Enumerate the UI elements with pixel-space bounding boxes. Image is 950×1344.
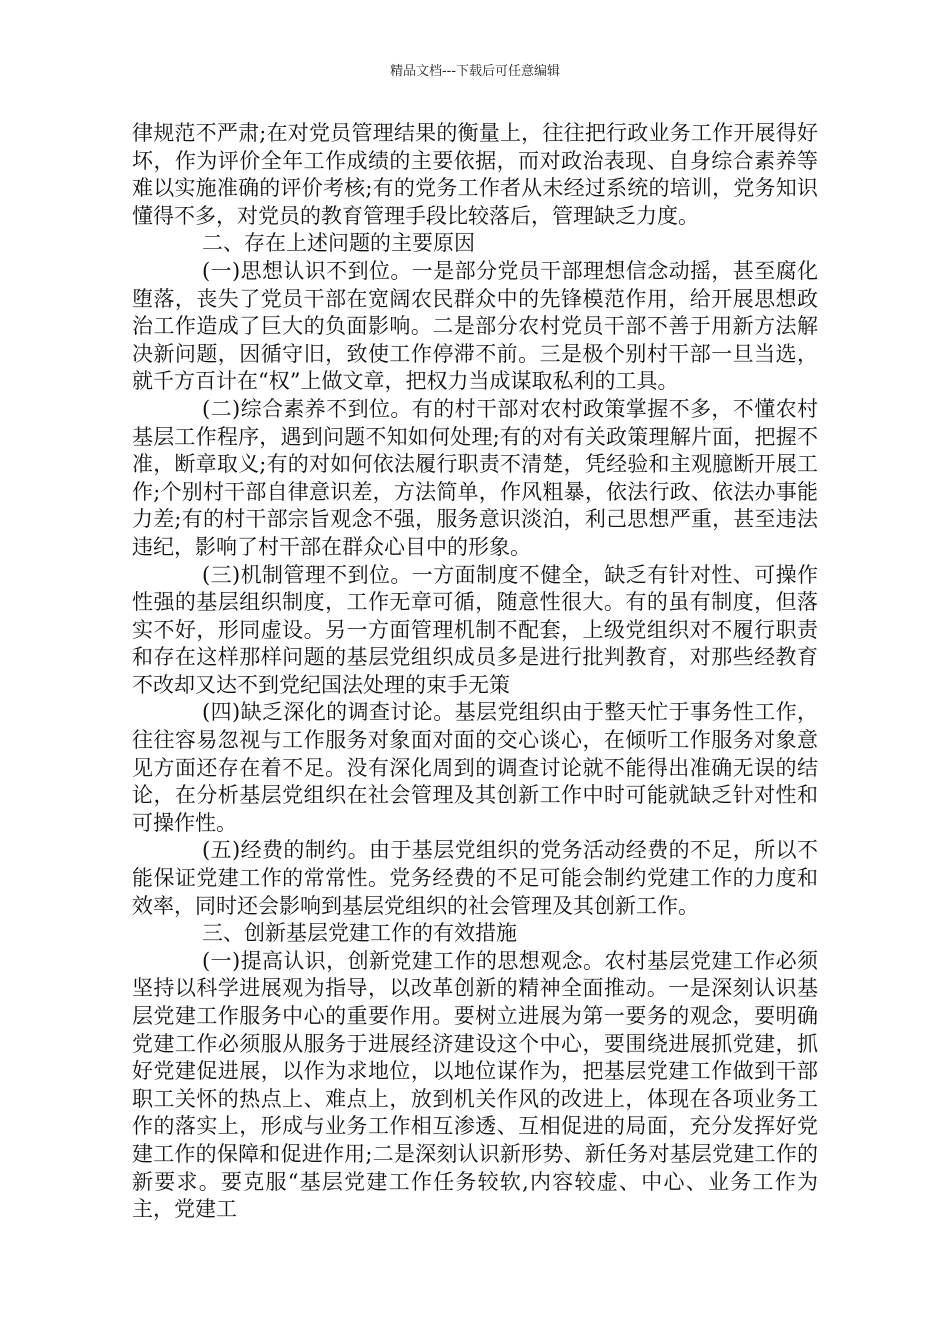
- document-body: [132, 120, 818, 1224]
- section-heading-3: 三、创新基层党建工作的有效措施: [202, 921, 517, 946]
- paragraph-continuation: 律规范不严肃;在对党员管理结果的衡量上，往往把行政业务工作开展得好坏，作为评价全年工作成绩的主要依据，而对政治表现、自身综合素养等难以实施准确的评价考核;有的党务工作者从未经过系统的培训，党务知识懂得不多，对党员的教育管理手段比较落后，管理缺乏力度。: [132, 121, 818, 228]
- section-heading-2: 二、存在上述问题的主要原因: [202, 231, 475, 256]
- paragraph-cause-3: (三)机制管理不到位。一方面制度不健全，缺乏有针对性、可操作性强的基层组织制度，工作无章可循，随意性很大。有的虽有制度，但落实不好，形同虚设。另一方面管理机制不配套，上级党组织对不履行职责和存在这样那样问题的基层党组织成员多是进行批判教育，对那些经教育不改却又达不到党纪国法处理的束手无策: [132, 562, 818, 697]
- page-header: 精品文档---下载后可任意编辑: [389, 64, 561, 79]
- paragraph-cause-2: (二)综合素养不到位。有的村干部对农村政策掌握不多，不懂农村基层工作程序，遇到问题不知如何处理;有的对有关政策理解片面，把握不准，断章取义;有的对如何依法履行职责不清楚，凭经验和主观臆断开展工作;个别村干部自律意识差，方法简单，作风粗暴，依法行政、依法办事能力差;有的村干部宗旨观念不强，服务意识淡泊，利己思想严重，甚至违法违纪，影响了村干部在群众心目中的形象。: [132, 396, 818, 559]
- paragraph-cause-1: (一)思想认识不到位。一是部分党员干部理想信念动摇，甚至腐化堕落，丧失了党员干部在宽阔农民群众中的先锋模范作用，给开展思想政治工作造成了巨大的负面影响。二是部分农村党员干部不善于用新方法解决新问题，因循守旧，致使工作停滞不前。三是极个别村干部一旦当选，就千方百计在“权”上做文章，把权力当成谋取私利的工具。: [132, 258, 818, 394]
- paragraph-cause-5: (五)经费的制约。由于基层党组织的党务活动经费的不足，所以不能保证党建工作的常常性。党务经费的不足可能会制约党建工作的力度和效率，同时还会影响到基层党组织的社会管理及其创新工作。: [132, 838, 818, 918]
- paragraph-cause-4: (四)缺乏深化的调查讨论。基层党组织由于整天忙于事务性工作，往往容易忽视与工作服务对象面对面的交心谈心，在倾听工作服务对象意见方面还存在着不足。没有深化周到的调查讨论就不能得出准确无误的结论，在分析基层党组织在社会管理及其创新工作中时可能就缺乏针对性和可操作性。: [132, 700, 818, 835]
- paragraph-measure-1: (一)提高认识，创新党建工作的思想观念。农村基层党建工作必须坚持以科学进展观为指导，以改革创新的精神全面推动。一是深刻认识基层党建工作服务中心的重要作用。要树立进展为第一要务的观念，要明确党建工作必须服从服务于进展经济建设这个中心，要围绕进展抓党建，抓好党建促进展，以作为求地位，以地位谋作为，把基层党建工作做到干部职工关怀的热点上、难点上，放到机关作风的改进上，体现在各项业务工作的落实上，形成与业务工作相互渗透、互相促进的局面，充分发挥好党建工作的保障和促进作用;二是深刻认识新形势、新任务对基层党建工作的新要求。要克服“基层党建工作任务较软,内容较虚、中心、业务工作为主，党建工: [132, 948, 818, 1222]
